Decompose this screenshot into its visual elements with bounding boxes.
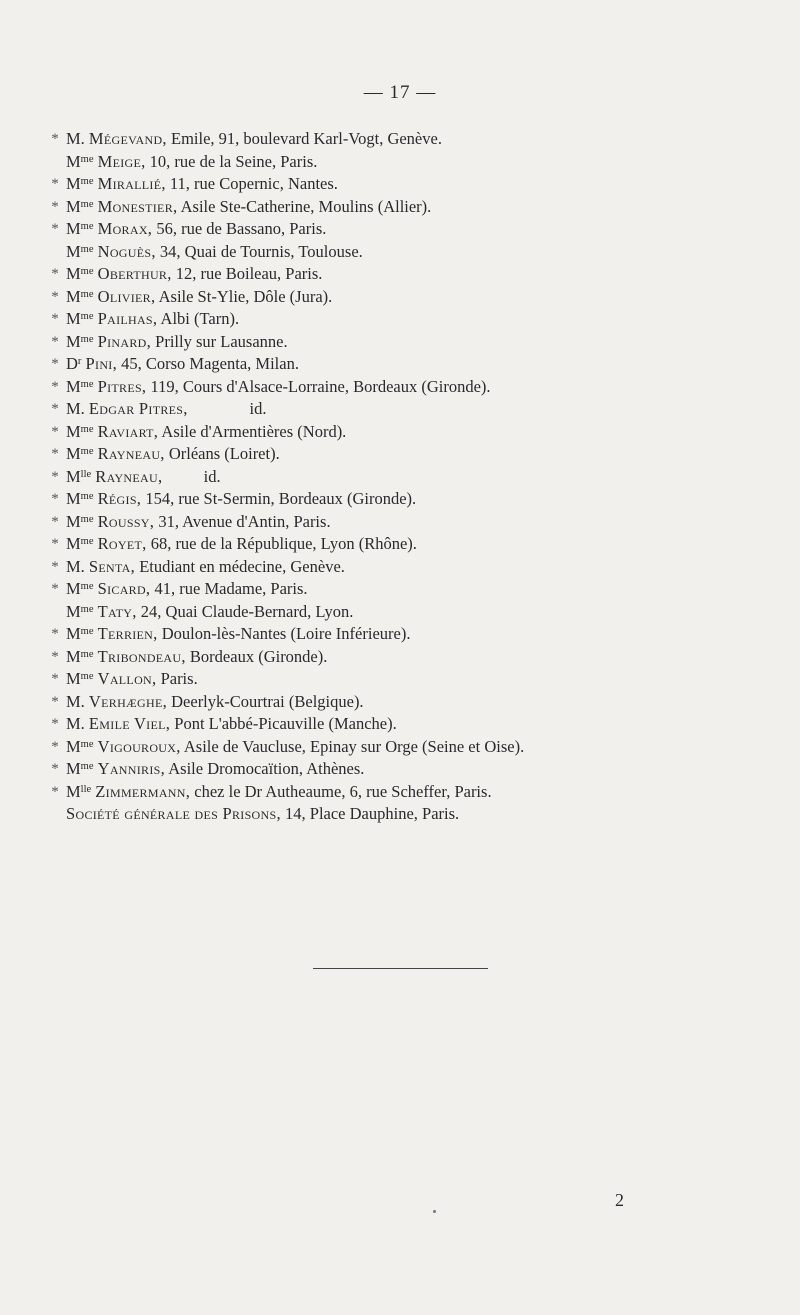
asterisk-mark: *: [51, 221, 59, 237]
member-address: Pont L'abbé-Picauville (Manche).: [170, 714, 397, 733]
list-entry: [48, 646, 788, 669]
member-address: id.: [187, 399, 267, 418]
asterisk-mark: *: [51, 333, 59, 350]
list-entry: [48, 466, 788, 489]
asterisk-mark: *: [51, 266, 59, 282]
honorific-text: M: [66, 511, 81, 531]
list-entry: [48, 263, 788, 286]
signature-mark: 2: [615, 1190, 624, 1210]
member-address: 154, rue St-Sermin, Bordeaux (Gironde).: [141, 489, 417, 508]
list-entry: [48, 713, 788, 736]
honorific-text: M: [66, 489, 81, 508]
asterisk-mark: *: [51, 693, 59, 710]
honorific: [66, 669, 94, 688]
member-name: Yanniris,: [97, 759, 166, 778]
honorific-text: M.: [66, 556, 85, 576]
asterisk-mark: *: [51, 581, 59, 597]
asterisk-mark: *: [51, 716, 59, 732]
honorific: [66, 354, 81, 373]
honorific-text: M: [66, 669, 81, 688]
list-entry: [48, 308, 788, 331]
list-entry: [48, 196, 788, 219]
member-name: Rayneau,: [95, 466, 163, 486]
list-entry: [48, 758, 788, 781]
list-entry: [48, 443, 788, 466]
member-address: 12, rue Boileau, Paris.: [171, 264, 323, 283]
honorific-text: M: [66, 444, 81, 463]
honorific: [66, 782, 91, 801]
honorific-superscript: me: [80, 738, 94, 750]
member-address: chez le Dr Autheaume, 6, rue Scheffer, Paris.: [190, 781, 492, 801]
list-entry: [48, 331, 788, 354]
asterisk-mark: *: [51, 176, 59, 192]
member-address: 34, Quai de Tournis, Toulouse.: [155, 241, 363, 261]
member-name: Pini,: [85, 354, 118, 373]
member-name: Pailhas,: [97, 309, 158, 328]
member-name: Oberthur,: [97, 264, 172, 283]
member-address: 24, Quai Claude-Bernard, Lyon.: [136, 601, 354, 621]
list-entry: [48, 151, 788, 174]
honorific: [66, 422, 94, 441]
honorific-text: M.: [66, 399, 85, 418]
asterisk-mark: *: [51, 761, 59, 777]
member-name: Taty,: [97, 601, 137, 621]
member-address: Paris.: [156, 669, 198, 688]
honorific-text: M: [66, 646, 81, 666]
member-address: id.: [162, 466, 221, 486]
member-address: 10, rue de la Seine, Paris.: [145, 151, 318, 171]
member-name: Vallon,: [97, 669, 157, 688]
member-name: Mirallié,: [97, 174, 166, 193]
honorific-superscript: me: [80, 761, 94, 772]
honorific-superscript: me: [80, 581, 94, 592]
honorific: [66, 174, 94, 193]
member-address: Prilly sur Lausanne.: [151, 331, 288, 351]
list-entry: [48, 691, 788, 714]
asterisk-mark: *: [51, 423, 59, 440]
honorific-superscript: me: [80, 446, 94, 457]
list-entry: [48, 286, 788, 309]
member-name: Pinard,: [97, 331, 152, 351]
asterisk-mark: *: [51, 356, 59, 372]
list-entry: [48, 668, 788, 691]
honorific-superscript: me: [80, 266, 94, 277]
honorific: [66, 287, 94, 306]
member-name: Roussy,: [97, 511, 155, 531]
honorific: [66, 309, 94, 328]
member-name: Zimmermann,: [95, 781, 191, 801]
member-address: Asile de Vaucluse, Epinay sur Orge (Seine et Oise).: [180, 736, 525, 756]
member-name: Noguès,: [97, 241, 156, 261]
member-name: Meige,: [97, 151, 146, 171]
honorific: [66, 714, 85, 733]
list-entry: [48, 241, 788, 264]
honorific: [66, 647, 94, 666]
member-address: Emile, 91, boulevard Karl-Vogt, Genève.: [166, 129, 442, 148]
honorific-text: D: [66, 354, 78, 373]
honorific-text: M: [66, 196, 81, 216]
member-address: 41, rue Madame, Paris.: [150, 579, 308, 598]
honorific-text: M: [66, 286, 81, 306]
member-name: Verhæghe,: [88, 691, 167, 711]
list-entry: [48, 511, 788, 534]
member-name: Senta,: [88, 556, 136, 576]
list-entry: [48, 173, 788, 196]
honorific-superscript: me: [80, 536, 94, 547]
list-entry: [48, 488, 788, 511]
honorific: [66, 399, 85, 418]
member-address: 11, rue Copernic, Nantes.: [165, 174, 338, 193]
honorific: [66, 197, 94, 216]
honorific-text: M: [66, 601, 81, 621]
honorific: [66, 624, 94, 643]
honorific: [66, 489, 94, 508]
member-address: Bordeaux (Gironde).: [185, 646, 328, 666]
member-address: 14, Place Dauphine, Paris.: [280, 804, 460, 823]
asterisk-mark: *: [51, 401, 59, 417]
honorific-text: M: [66, 421, 81, 441]
member-name: Vigouroux,: [97, 736, 181, 756]
honorific-text: M: [66, 376, 81, 396]
honorific-text: M.: [66, 691, 85, 711]
honorific-text: M.: [66, 714, 85, 733]
member-address: Deerlyk-Courtrai (Belgique).: [167, 691, 364, 711]
list-entry: [48, 398, 788, 421]
honorific-superscript: r: [77, 356, 82, 367]
honorific: [66, 534, 94, 553]
page-number: — 17 —: [363, 82, 437, 103]
member-list: [48, 128, 788, 826]
member-name: Terrien,: [97, 624, 158, 643]
honorific-superscript: me: [80, 153, 94, 165]
member-name: Mégevand,: [88, 129, 167, 148]
asterisk-mark: *: [51, 648, 59, 665]
asterisk-mark: *: [51, 378, 59, 395]
honorific-superscript: me: [80, 288, 94, 300]
honorific-superscript: me: [80, 626, 94, 637]
honorific-superscript: me: [80, 513, 94, 525]
honorific-superscript: me: [80, 491, 94, 502]
honorific-text: M: [66, 579, 81, 598]
member-address: 119, Cours d'Alsace-Lorraine, Bordeaux (Gironde).: [146, 376, 491, 396]
honorific: [66, 692, 85, 711]
list-entry: [48, 623, 788, 646]
honorific-text: M: [66, 241, 81, 261]
honorific-text: M: [66, 219, 81, 238]
honorific-superscript: me: [80, 648, 94, 660]
honorific-superscript: me: [80, 671, 94, 682]
list-entry: [48, 421, 788, 444]
member-name: Edgar Pitres,: [88, 399, 188, 418]
honorific: [66, 219, 94, 238]
honorific-superscript: me: [80, 221, 94, 232]
honorific-text: M: [66, 534, 81, 553]
honorific: [66, 264, 94, 283]
member-address: Asile d'Armentières (Nord).: [158, 421, 347, 441]
honorific-superscript: me: [80, 311, 94, 322]
ink-speck: [433, 1210, 436, 1213]
honorific-superscript: me: [80, 603, 94, 615]
honorific-text: M: [66, 331, 81, 351]
asterisk-mark: *: [51, 446, 59, 462]
asterisk-mark: *: [51, 626, 59, 642]
list-entry: [48, 601, 788, 624]
honorific: [66, 579, 94, 598]
honorific: [66, 467, 91, 486]
member-address: Etudiant en médecine, Genève.: [135, 556, 345, 576]
honorific: [66, 129, 85, 148]
member-address: Asile St-Ylie, Dôle (Jura).: [155, 286, 333, 306]
honorific: [66, 512, 94, 531]
member-name: Olivier,: [97, 286, 156, 306]
honorific: [66, 242, 94, 261]
list-entry: [48, 218, 788, 241]
member-name: Pitres,: [97, 376, 147, 396]
member-name: Emile Viel,: [88, 714, 171, 733]
member-name: Régis,: [97, 489, 142, 508]
list-entry: [48, 353, 788, 376]
member-address: Albi (Tarn).: [157, 309, 240, 328]
asterisk-mark: *: [51, 468, 59, 485]
honorific-text: M: [66, 174, 81, 193]
asterisk-mark: *: [51, 311, 59, 327]
honorific-superscript: me: [80, 423, 94, 435]
honorific-superscript: me: [80, 243, 94, 255]
honorific: [66, 759, 94, 778]
asterisk-mark: *: [51, 783, 59, 800]
list-entry: [48, 803, 788, 826]
member-address: 45, Corso Magenta, Milan.: [117, 354, 299, 373]
asterisk-mark: *: [51, 131, 59, 147]
end-rule: [313, 968, 488, 969]
honorific-text: M: [66, 624, 81, 643]
list-entry: [48, 556, 788, 579]
honorific-text: M: [66, 736, 81, 756]
list-entry: [48, 376, 788, 399]
asterisk-mark: *: [51, 558, 59, 575]
asterisk-mark: *: [51, 536, 59, 552]
asterisk-mark: *: [51, 513, 59, 530]
member-address: Doulon-lès-Nantes (Loire Inférieure).: [157, 624, 411, 643]
honorific-superscript: lle: [80, 783, 92, 795]
honorific-superscript: me: [80, 333, 94, 345]
member-address: 68, rue de la République, Lyon (Rhône).: [146, 534, 417, 553]
member-name: Monestier,: [97, 196, 178, 216]
member-name: Sicard,: [97, 579, 151, 598]
honorific-text: M: [66, 466, 81, 486]
list-entry: [48, 128, 788, 151]
member-name: Rayneau,: [97, 444, 165, 463]
member-address: Asile Ste-Catherine, Moulins (Allier).: [177, 196, 432, 216]
honorific-text: M: [66, 781, 81, 801]
honorific-text: M: [66, 264, 81, 283]
member-name: Tribondeau,: [97, 646, 186, 666]
member-address: 56, rue de Bassano, Paris.: [152, 219, 327, 238]
honorific: [66, 602, 94, 621]
list-entry: [48, 533, 788, 556]
honorific-superscript: me: [80, 176, 94, 187]
honorific: [66, 737, 94, 756]
honorific: [66, 444, 94, 463]
asterisk-mark: *: [51, 288, 59, 305]
member-name: Royet,: [97, 534, 147, 553]
list-entry: [48, 578, 788, 601]
honorific-text: M: [66, 309, 81, 328]
member-address: Orléans (Loiret).: [164, 444, 280, 463]
asterisk-mark: *: [51, 671, 59, 687]
asterisk-mark: *: [51, 491, 59, 507]
asterisk-mark: *: [51, 738, 59, 755]
honorific: [66, 332, 94, 351]
list-entry: [48, 781, 788, 804]
honorific-superscript: lle: [80, 468, 92, 480]
member-name: Morax,: [97, 219, 153, 238]
honorific-text: M: [66, 151, 81, 171]
member-name: Raviart,: [97, 421, 159, 441]
honorific: [66, 557, 85, 576]
honorific-superscript: me: [80, 198, 94, 210]
honorific-text: M.: [66, 129, 85, 148]
honorific-superscript: me: [80, 378, 94, 390]
member-address: Asile Dromocaïtion, Athènes.: [165, 759, 365, 778]
honorific: [66, 152, 94, 171]
honorific: [66, 377, 94, 396]
member-name: Société générale des Prisons,: [66, 804, 281, 823]
honorific-text: M: [66, 759, 81, 778]
member-address: 31, Avenue d'Antin, Paris.: [154, 511, 331, 531]
list-entry: [48, 736, 788, 759]
asterisk-mark: *: [51, 198, 59, 215]
